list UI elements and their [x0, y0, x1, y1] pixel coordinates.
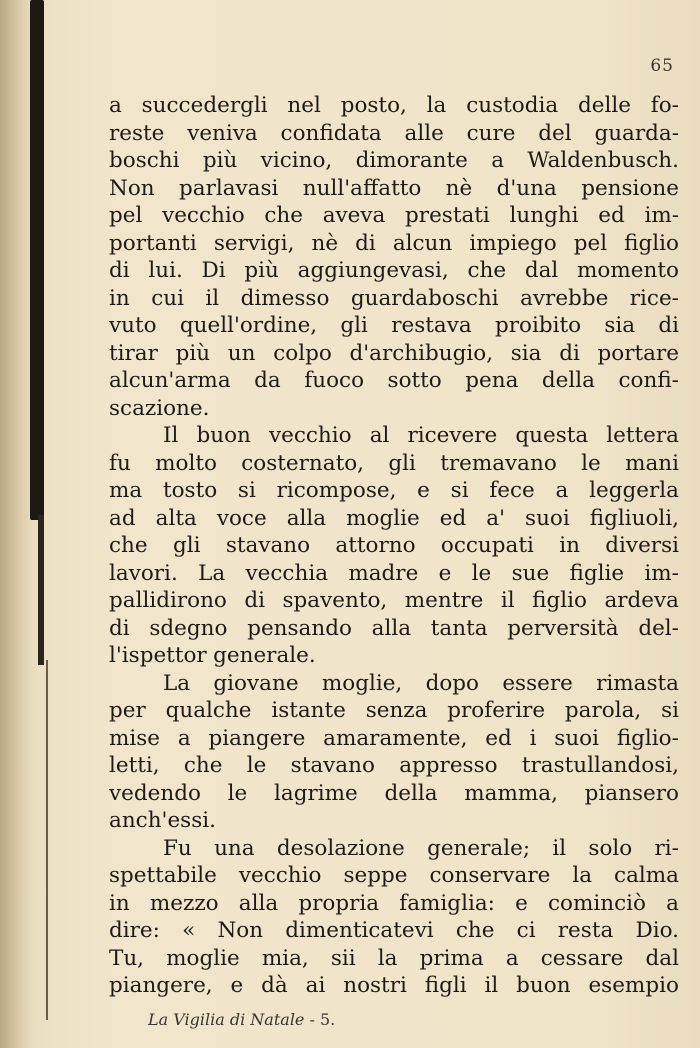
page-footer: [148, 1010, 335, 1029]
word: dopo: [425, 670, 479, 696]
word: alle: [404, 120, 444, 146]
word: avrebbe: [520, 285, 609, 311]
word: Di: [201, 258, 226, 283]
text-line: [109, 697, 679, 725]
word: un: [227, 340, 256, 366]
text-line: [109, 560, 679, 588]
word: vuto: [109, 313, 157, 338]
word: rimasta: [596, 670, 679, 696]
word: di: [109, 258, 130, 283]
word: la: [426, 93, 447, 118]
word: da: [254, 368, 281, 393]
word: a: [109, 93, 122, 118]
word: parola,: [564, 698, 642, 723]
word: dire:: [109, 918, 160, 943]
word: desolazione: [276, 835, 405, 861]
word: dimorante: [355, 148, 468, 173]
word: di: [658, 313, 679, 338]
word: suoi: [554, 725, 599, 751]
word: mezzo: [149, 890, 219, 916]
word: dal: [524, 258, 559, 283]
word: Il: [163, 423, 179, 448]
word: si: [661, 698, 679, 723]
word: alta: [155, 505, 197, 531]
word: questa: [515, 423, 589, 448]
word: più: [175, 340, 211, 366]
word: conservare: [429, 863, 551, 888]
word: «: [182, 918, 196, 943]
word: scazione.: [109, 395, 210, 421]
word: nè: [311, 230, 339, 256]
word: voce: [216, 505, 267, 531]
text-line: [109, 477, 679, 505]
word: qualche: [165, 698, 252, 723]
word: le: [471, 560, 492, 586]
word: alla: [371, 615, 412, 641]
word: ai: [305, 973, 326, 998]
word: sue: [511, 560, 550, 586]
word: reste: [109, 120, 165, 146]
text-line: [109, 587, 679, 615]
word: costernato,: [241, 450, 365, 476]
word: di: [559, 340, 580, 366]
word: servigi,: [213, 230, 295, 256]
text-line: [109, 505, 679, 533]
word: lunghi: [509, 203, 579, 228]
text-line: [109, 945, 679, 973]
word: in: [109, 285, 130, 311]
word: a: [177, 725, 191, 751]
word: l'ispettor: [109, 643, 207, 668]
word: a: [505, 945, 519, 971]
text-line: [109, 257, 679, 285]
word: della: [384, 780, 438, 806]
word: fuoco: [304, 368, 365, 393]
word: lettera: [606, 423, 679, 448]
word: Non: [217, 918, 264, 943]
word: prima: [419, 945, 484, 971]
word: lagrime: [274, 780, 358, 806]
text-line: [109, 422, 679, 450]
word: ricevere: [407, 423, 498, 448]
word: di: [244, 588, 266, 613]
word: della: [541, 368, 595, 393]
word: ma: [109, 478, 143, 503]
word: buon: [196, 423, 251, 448]
word: essere: [502, 670, 573, 696]
gutter-shadow: [0, 0, 30, 1048]
word: ad: [109, 505, 136, 531]
word: ardeva: [604, 588, 679, 613]
word: e: [230, 973, 244, 998]
word: e: [438, 560, 452, 586]
word: buon: [516, 973, 571, 998]
word: per: [109, 698, 146, 723]
word: spettabile: [109, 863, 217, 888]
word: cessare: [540, 945, 624, 971]
word: si: [450, 478, 469, 503]
word: La: [163, 670, 191, 696]
text-line: [109, 367, 679, 395]
word: lavori.: [109, 560, 178, 586]
word: vecchio: [162, 203, 245, 228]
word: senza: [365, 698, 428, 723]
word: figlio-: [616, 725, 679, 751]
word: lui.: [148, 258, 183, 283]
word: im-: [644, 203, 679, 228]
word: tanta: [430, 615, 488, 641]
word: esempio: [588, 973, 679, 998]
word: impiego: [469, 230, 557, 256]
word: confidata: [280, 120, 382, 146]
word: guardaboschi: [350, 285, 499, 311]
word: tirar: [109, 340, 158, 366]
word: una: [214, 835, 255, 861]
word: di: [355, 230, 376, 256]
word: figlio: [532, 588, 587, 613]
text-line: [109, 862, 679, 890]
footer-signature: - 5.: [309, 1010, 336, 1029]
word: sotto: [387, 368, 442, 393]
word: leggerla: [589, 478, 679, 503]
word: alla: [286, 505, 327, 531]
word: pensione: [581, 175, 679, 201]
word: portanti: [109, 230, 197, 256]
word: spavento,: [282, 588, 388, 613]
word: di: [109, 615, 130, 641]
word: null'affatto: [302, 175, 422, 201]
word: rice-: [629, 285, 679, 311]
word: posto,: [340, 93, 407, 118]
word: a: [666, 890, 679, 916]
word: ricompose,: [276, 478, 397, 503]
word: più: [202, 148, 238, 173]
word: veniva: [187, 120, 258, 146]
word: a': [486, 505, 505, 531]
word: moglie,: [321, 670, 403, 696]
word: il: [552, 835, 567, 861]
word: che: [183, 753, 223, 778]
text-line: [109, 615, 679, 643]
word: vedendo: [109, 780, 201, 806]
word: aggiungevasi,: [297, 258, 449, 283]
text-line: [109, 120, 679, 148]
text-line: [109, 642, 679, 670]
word: la: [572, 863, 593, 888]
word: pensando: [247, 615, 352, 641]
word: molto: [155, 450, 217, 476]
word: La: [198, 560, 226, 586]
word: generale.: [213, 643, 316, 668]
word: letti,: [109, 753, 160, 778]
word: alcun: [392, 230, 453, 256]
word: ri-: [654, 835, 679, 861]
word: restava: [391, 313, 472, 338]
word: dimesso: [240, 285, 330, 311]
word: sdegno: [149, 615, 228, 641]
word: il: [500, 588, 515, 613]
text-line: [109, 670, 679, 698]
body-text: [109, 92, 679, 1000]
word: proibito: [494, 313, 582, 338]
word: ci: [516, 918, 536, 943]
word: più: [244, 258, 279, 283]
word: vicino,: [260, 148, 333, 173]
word: trastullandosi,: [521, 753, 679, 778]
word: perversità: [507, 615, 619, 641]
text-line: [109, 230, 679, 258]
word: giovane: [213, 670, 299, 696]
word: proferire: [447, 698, 546, 723]
text-line: [109, 395, 679, 423]
word: famiglia:: [399, 890, 495, 916]
text-line: [109, 285, 679, 313]
word: la: [377, 945, 398, 971]
word: cominciò: [547, 890, 646, 916]
word: pel: [109, 203, 143, 228]
word: del: [538, 120, 572, 146]
word: solo: [588, 835, 633, 861]
word: delle: [577, 93, 631, 118]
word: madre: [348, 560, 419, 586]
text-line: [109, 450, 679, 478]
word: portare: [597, 340, 679, 366]
page-number: 65: [650, 56, 674, 76]
text-line: [109, 752, 679, 780]
word: im-: [644, 560, 679, 586]
text-line: [109, 202, 679, 230]
word: figliuoli,: [589, 505, 679, 531]
word: amaramente,: [323, 725, 468, 751]
word: mamma,: [464, 780, 558, 806]
word: sia: [510, 340, 542, 366]
word: che: [264, 203, 303, 228]
word: vecchio: [238, 863, 322, 888]
word: boschi: [109, 148, 180, 173]
word: fo-: [650, 93, 679, 118]
word: piangere: [208, 725, 306, 751]
word: alla: [238, 890, 279, 916]
word: suoi: [525, 505, 570, 531]
word: generale;: [427, 835, 531, 861]
text-line: [109, 780, 679, 808]
word: appresso: [399, 753, 498, 778]
binding-edge-lower: [38, 515, 44, 665]
word: si: [237, 478, 256, 503]
word: seppe: [343, 863, 408, 888]
text-line: [109, 725, 679, 753]
word: figli: [424, 973, 467, 998]
word: pallidirono: [109, 588, 227, 613]
word: mani: [625, 450, 679, 476]
word: sii: [330, 945, 356, 971]
word: vecchio: [268, 423, 352, 448]
word: il: [205, 285, 220, 311]
text-line: [109, 807, 679, 835]
word: pel: [573, 230, 608, 256]
word: moglie: [166, 945, 240, 971]
word: pena: [465, 368, 519, 393]
word: tremavano: [440, 450, 557, 476]
text-line: [109, 340, 679, 368]
word: istante: [271, 698, 346, 723]
word: gli: [388, 450, 416, 476]
word: calma: [614, 863, 679, 888]
word: ed: [598, 203, 625, 228]
word: che: [109, 533, 148, 558]
word: le: [227, 780, 248, 806]
word: propria: [298, 890, 380, 916]
word: fece: [489, 478, 535, 503]
word: dimenticatevi: [285, 918, 434, 943]
word: ed: [485, 725, 512, 751]
word: d'una: [496, 175, 557, 201]
text-line: [109, 835, 679, 863]
word: nè: [445, 175, 473, 201]
word: colpo: [273, 340, 332, 366]
word: stavano: [290, 753, 375, 778]
word: al: [369, 423, 390, 448]
word: moglie: [346, 505, 420, 531]
word: le: [581, 450, 601, 476]
word: dà: [261, 973, 288, 998]
word: alcun'arma: [109, 368, 231, 393]
word: prestati: [405, 203, 490, 228]
word: succedergli: [141, 93, 268, 118]
word: d'archibugio,: [349, 340, 494, 366]
word: aveva: [322, 203, 386, 228]
word: resta: [557, 918, 614, 943]
word: custodia: [466, 93, 559, 118]
text-line: [109, 917, 679, 945]
word: Waldenbusch.: [527, 148, 679, 173]
word: dal: [645, 945, 679, 971]
binding-edge: [30, 0, 44, 520]
word: figlie: [569, 560, 625, 586]
word: e: [515, 890, 528, 916]
word: i: [529, 725, 537, 751]
word: Dio.: [635, 918, 679, 943]
word: gli: [172, 533, 201, 558]
word: vecchia: [245, 560, 329, 586]
word: parlavasi: [178, 175, 279, 201]
word: mentre: [404, 588, 484, 613]
word: Fu: [163, 835, 192, 861]
word: nel: [287, 93, 321, 118]
word: tosto: [162, 478, 218, 503]
text-line: [109, 532, 679, 560]
word: gli: [340, 313, 368, 338]
footer-book-title: La Vigilia di Natale: [148, 1010, 305, 1029]
word: ed: [439, 505, 467, 531]
word: Tu,: [109, 945, 145, 971]
word: a: [491, 148, 505, 173]
word: anch'essi.: [109, 808, 216, 833]
word: mia,: [261, 945, 309, 971]
word: che: [455, 918, 495, 943]
word: che: [467, 258, 507, 283]
word: sia: [604, 313, 636, 338]
word: del-: [638, 615, 679, 641]
word: figlio: [624, 230, 679, 256]
word: diversi: [605, 533, 679, 558]
word: nostri: [343, 973, 407, 998]
word: a: [555, 478, 569, 503]
word: attorno: [335, 533, 416, 558]
word: confi-: [618, 368, 679, 393]
word: in: [559, 533, 580, 558]
text-line: [109, 972, 679, 1000]
word: momento: [577, 258, 679, 283]
text-line: [109, 890, 679, 918]
word: in: [109, 890, 130, 916]
word: Non: [109, 175, 155, 201]
word: occupati: [440, 533, 534, 558]
word: mise: [109, 725, 161, 751]
text-line: [109, 147, 679, 175]
text-line: [109, 175, 679, 203]
word: fu: [109, 450, 131, 476]
word: piangere,: [109, 973, 213, 998]
word: e: [417, 478, 430, 503]
word: piansero: [584, 780, 679, 806]
word: il: [484, 973, 499, 998]
text-line: [109, 92, 679, 120]
word: le: [246, 753, 267, 778]
word: guarda-: [594, 120, 679, 146]
binding-thread: [46, 660, 48, 1020]
text-line: [109, 312, 679, 340]
word: stavano: [225, 533, 311, 558]
word: cure: [466, 120, 516, 146]
word: quell'ordine,: [179, 313, 318, 338]
word: cui: [151, 285, 184, 311]
